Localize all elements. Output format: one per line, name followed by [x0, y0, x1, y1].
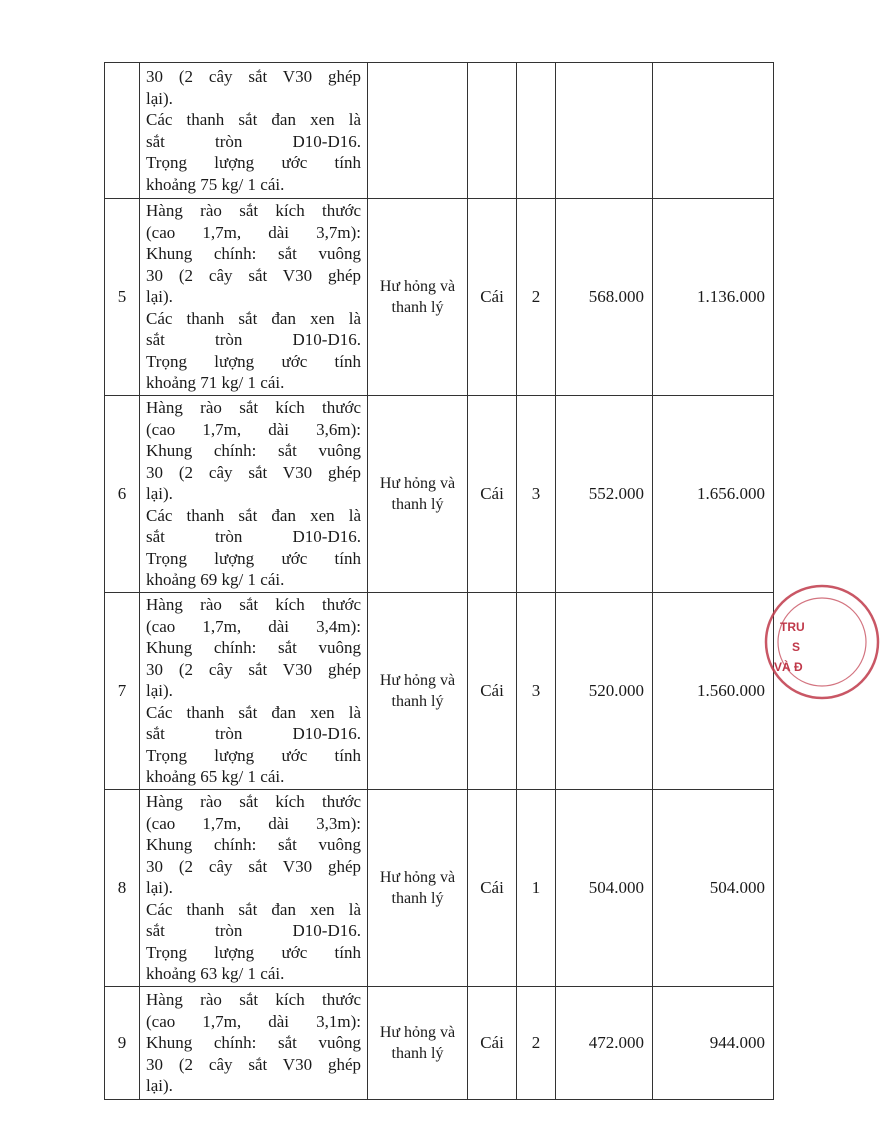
description-line: 30 (2 cây sắt V30 ghép	[146, 1054, 361, 1074]
item-description	[140, 593, 368, 790]
description-line: Trọng lượng ước tính	[146, 153, 361, 172]
description-line: Trọng lượng ước tính	[146, 548, 361, 568]
description-line: (cao 1,7m, dài 3,7m):	[146, 222, 361, 242]
item-quantity: 3	[517, 396, 556, 593]
description-line: Các thanh sắt đan xen là	[146, 110, 361, 129]
asset-table	[104, 62, 774, 1100]
row-number: 9	[105, 987, 140, 1100]
description-line: sắt tròn D10-D16.	[146, 527, 361, 547]
description-line: 30 (2 cây sắt V30 ghép	[146, 856, 361, 876]
description-line: lại).	[146, 484, 173, 504]
description-line: khoảng 63 kg/ 1 cái.	[146, 964, 285, 984]
description-line: Hàng rào sắt kích thước	[146, 792, 361, 812]
seal-text-3: VÀ Đ	[774, 660, 803, 674]
table-row	[105, 987, 774, 1100]
table-row	[105, 199, 774, 396]
description-line: Các thanh sắt đan xen là	[146, 702, 361, 722]
total-amount	[653, 63, 774, 199]
description-line: (cao 1,7m, dài 3,4m):	[146, 616, 361, 636]
unit-price: 568.000	[556, 199, 653, 396]
item-status	[368, 63, 468, 199]
item-unit: Cái	[468, 790, 517, 987]
unit-price: 472.000	[556, 987, 653, 1100]
description-line: Các thanh sắt đan xen là	[146, 505, 361, 525]
description-line: Hàng rào sắt kích thước	[146, 990, 361, 1010]
description-line: Trọng lượng ước tính	[146, 351, 361, 371]
description-line: Khung chính: sắt vuông	[146, 1033, 361, 1053]
item-status: Hư hỏng và thanh lý	[368, 396, 468, 593]
description-line: Khung chính: sắt vuông	[146, 835, 361, 855]
item-description	[140, 199, 368, 396]
row-number	[105, 63, 140, 199]
row-number: 5	[105, 199, 140, 396]
official-seal	[760, 580, 880, 710]
item-unit: Cái	[468, 199, 517, 396]
seal-text-2: S	[792, 640, 801, 654]
table-row	[105, 396, 774, 593]
total-amount: 504.000	[653, 790, 774, 987]
unit-price	[556, 63, 653, 199]
description-line: Hàng rào sắt kích thước	[146, 201, 361, 221]
description-line: Hàng rào sắt kích thước	[146, 595, 361, 615]
item-quantity: 3	[517, 593, 556, 790]
description-line: (cao 1,7m, dài 3,6m):	[146, 419, 361, 439]
item-status: Hư hỏng và thanh lý	[368, 199, 468, 396]
description-line: 30 (2 cây sắt V30 ghép	[146, 462, 361, 482]
unit-price: 520.000	[556, 593, 653, 790]
row-number: 6	[105, 396, 140, 593]
description-line: Khung chính: sắt vuông	[146, 638, 361, 658]
description-line: lại).	[146, 1076, 173, 1096]
total-amount: 1.136.000	[653, 199, 774, 396]
total-amount: 944.000	[653, 987, 774, 1100]
description-line: lại).	[146, 88, 173, 108]
item-unit: Cái	[468, 593, 517, 790]
total-amount: 1.560.000	[653, 593, 774, 790]
item-description	[140, 987, 368, 1100]
item-quantity: 1	[517, 790, 556, 987]
description-line: (cao 1,7m, dài 3,1m):	[146, 1011, 361, 1031]
item-status: Hư hỏng và thanh lý	[368, 790, 468, 987]
description-line: 30 (2 cây sắt V30 ghép	[146, 67, 361, 86]
description-line: 30 (2 cây sắt V30 ghép	[146, 659, 361, 679]
table-row	[105, 790, 774, 987]
description-line: 30 (2 cây sắt V30 ghép	[146, 265, 361, 285]
description-line: Các thanh sắt đan xen là	[146, 899, 361, 919]
description-line: Khung chính: sắt vuông	[146, 441, 361, 461]
description-line: Các thanh sắt đan xen là	[146, 308, 361, 328]
item-description	[140, 396, 368, 593]
item-quantity	[517, 63, 556, 199]
description-line: Trọng lượng ước tính	[146, 745, 361, 765]
description-line: lại).	[146, 681, 173, 701]
item-unit: Cái	[468, 396, 517, 593]
table-row	[105, 593, 774, 790]
description-line: khoảng 71 kg/ 1 cái.	[146, 373, 285, 393]
item-unit: Cái	[468, 987, 517, 1100]
item-description	[140, 790, 368, 987]
description-line: khoảng 75 kg/ 1 cái.	[146, 174, 285, 194]
row-number: 7	[105, 593, 140, 790]
description-line: sắt tròn D10-D16.	[146, 921, 361, 941]
description-line: (cao 1,7m, dài 3,3m):	[146, 813, 361, 833]
total-amount: 1.656.000	[653, 396, 774, 593]
item-status: Hư hỏng và thanh lý	[368, 987, 468, 1100]
description-line: sắt tròn D10-D16.	[146, 724, 361, 744]
description-line: lại).	[146, 287, 173, 307]
item-description	[140, 63, 368, 199]
item-unit	[468, 63, 517, 199]
description-line: khoảng 65 kg/ 1 cái.	[146, 767, 285, 787]
description-line: lại).	[146, 878, 173, 898]
unit-price: 552.000	[556, 396, 653, 593]
description-line: sắt tròn D10-D16.	[146, 131, 361, 151]
description-line: khoảng 69 kg/ 1 cái.	[146, 570, 285, 590]
item-status: Hư hỏng và thanh lý	[368, 593, 468, 790]
seal-text-1: TRU	[780, 620, 805, 634]
item-quantity: 2	[517, 987, 556, 1100]
description-line: Khung chính: sắt vuông	[146, 244, 361, 264]
description-line: Hàng rào sắt kích thước	[146, 398, 361, 418]
table-row	[105, 63, 774, 199]
seal-ring-icon	[760, 580, 880, 710]
description-line: sắt tròn D10-D16.	[146, 330, 361, 350]
unit-price: 504.000	[556, 790, 653, 987]
row-number: 8	[105, 790, 140, 987]
description-line: Trọng lượng ước tính	[146, 942, 361, 962]
item-quantity: 2	[517, 199, 556, 396]
asset-table-body	[105, 63, 774, 1100]
